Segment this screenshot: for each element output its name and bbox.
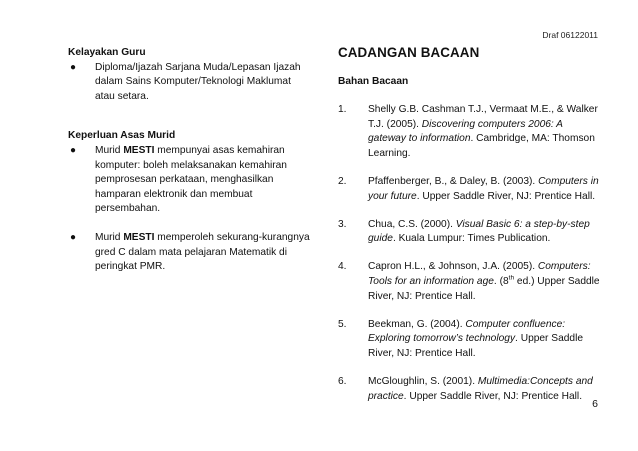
bullet-icon: ●: [70, 144, 77, 156]
reference-title: Discovering computers 2006: A gateway to information: [368, 118, 563, 145]
reference-item: [338, 175, 600, 204]
reference-list: [338, 103, 600, 404]
reference-item: [338, 260, 600, 304]
right-column: [338, 46, 600, 418]
list-item-post: mempunyai asas kemahiran komputer: boleh melaksanakan kemahiran pemprosesan perkataan, menghasilkan hamparan elektronik dan membuat persembahan.: [95, 144, 287, 215]
list-item-pre: Murid: [95, 144, 124, 156]
list-item: [68, 144, 313, 217]
reference-rest: . Upper Saddle River, NJ: Prentice Hall.: [416, 190, 596, 202]
reference-rest-pre: . (8: [493, 276, 509, 288]
reference-number: 5.: [338, 318, 347, 330]
kelayakan-heading: Kelayakan Guru: [68, 47, 146, 58]
reference-superscript: th: [508, 274, 515, 282]
list-item: [68, 61, 313, 105]
section-subtitle: Bahan Bacaan: [338, 75, 409, 87]
reference-title: Computers in your future: [368, 176, 599, 202]
draft-label: Draf 06122011: [542, 30, 598, 40]
list-item-bold: MESTI: [123, 231, 155, 243]
reference-rest: ed.) Upper Saddle River, NJ: Prentice Hall.: [368, 276, 600, 302]
reference-item: [338, 103, 600, 161]
reference-title: Visual Basic 6: a step-by-step guide: [368, 218, 590, 245]
reference-rest: . Upper Saddle River, NJ: Prentice Hall.: [368, 333, 584, 359]
reference-authors: Chua, C.S. (2000).: [368, 218, 456, 230]
reference-title: Computer confluence: Exploring tomorrow’s technology: [368, 318, 566, 345]
reference-number: 4.: [338, 261, 347, 273]
reference-number: 6.: [338, 376, 347, 387]
list-item-text: Diploma/Ijazah Sarjana Muda/Lepasan Ijazah dalam Sains Komputer/Teknologi Maklumat atau setara.: [95, 61, 301, 102]
keperluan-list: [68, 144, 313, 217]
keperluan-list-2: [68, 231, 313, 275]
bullet-icon: ●: [70, 61, 77, 73]
reference-rest: . Cambridge, MA: Thomson Learning.: [368, 133, 595, 159]
page-number: 6: [592, 398, 598, 410]
list-item-bold: MESTI: [123, 144, 155, 156]
reference-number: 3.: [338, 218, 347, 230]
list-item-pre: Murid: [95, 231, 124, 243]
kelayakan-list: [68, 61, 313, 105]
reference-item: [338, 318, 600, 362]
keperluan-heading: Keperluan Asas Murid: [68, 130, 176, 142]
reference-authors: Beekman, G. (2004).: [368, 318, 466, 330]
reference-item: [338, 218, 600, 247]
reference-rest: . Upper Saddle River, NJ: Prentice Hall.: [403, 390, 583, 402]
left-column: [68, 46, 313, 275]
reference-number: 2.: [338, 176, 347, 188]
list-item-post: memperoleh sekurang-kurangnya gred C dalam mata pelajaran Matematik di peringkat PMR.: [95, 231, 310, 273]
reference-authors: Shelly G.B. Cashman T.J., Vermaat M.E., & Walker T.J. (2005).: [368, 104, 598, 130]
bullet-icon: ●: [70, 231, 77, 243]
reference-authors: McGloughlin, S. (2001).: [368, 376, 478, 387]
reference-title: Computers: Tools for an information age: [368, 261, 591, 288]
reference-rest: . Kuala Lumpur: Times Publication.: [392, 233, 551, 245]
reference-number: 1.: [338, 104, 347, 116]
page-title: CADANGAN BACAAN: [338, 45, 480, 60]
reference-authors: Pfaffenberger, B., & Daley, B. (2003).: [368, 176, 539, 188]
list-item: [68, 231, 313, 275]
reference-item: [338, 375, 600, 404]
reference-authors: Capron H.L., & Johnson, J.A. (2005).: [368, 261, 538, 273]
reference-title: Multimedia:Concepts and practice: [368, 376, 593, 402]
